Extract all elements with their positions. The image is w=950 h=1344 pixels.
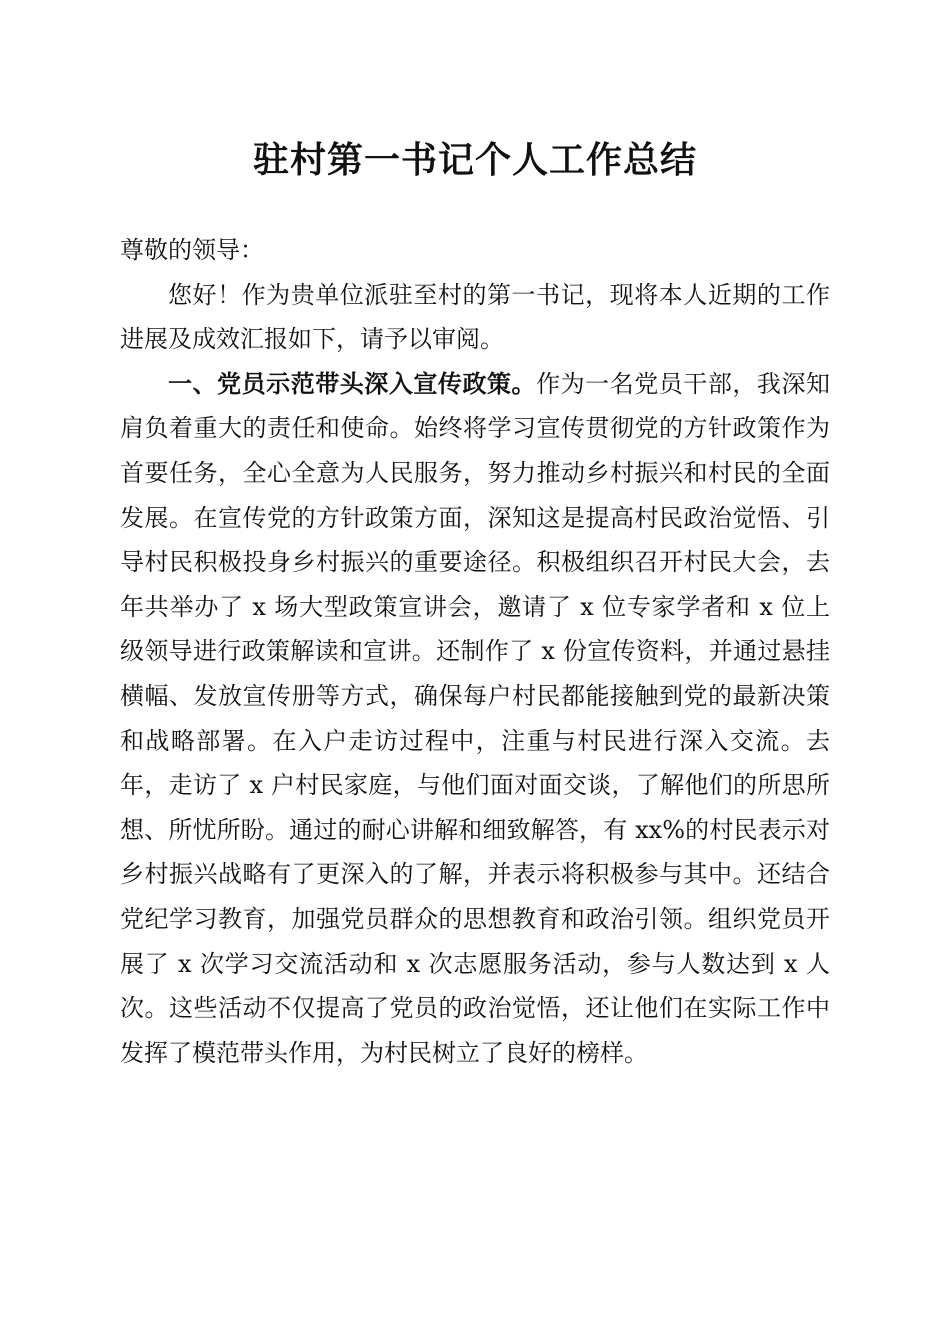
intro-paragraph: 您好！作为贵单位派驻至村的第一书记，现将本人近期的工作进展及成效汇报如下，请予以审阅。: [120, 280, 830, 354]
section-1-paragraph: [120, 362, 830, 1076]
salutation: 尊敬的领导：: [120, 236, 264, 264]
section-1-heading: 一、党员示范带头深入宣传政策。: [168, 368, 537, 398]
document-title: 驻村第一书记个人工作总结: [252, 139, 697, 181]
document-body: [120, 228, 830, 1075]
section-1-body: 作为一名党员干部，我深知肩负着重大的责任和使命。始终将学习宣传贯彻党的方针政策作为首要任务，全心全意为人民服务，努力推动乡村振兴和村民的全面发展。在宣传党的方针政策方面，深知这是提高村民政治觉悟、引导村民积极投身乡村振兴的重要途径。积极组织召开村民大会，去年共举办了 x 场大型政策宣讲会，邀请了 x 位专家学者和 x 位上级领导进行政策解读和宣讲。还制作了 x 份宣传资料，并通过悬挂横幅、发放宣传册等方式，确保每户村民都能接触到党的最新决策和战略部署。在入户走访过程中，注重与村民进行深入交流。去年，走访了 x 户村民家庭，与他们面对面交谈，了解他们的所思所想、所忧所盼。通过的耐心讲解和细致解答，有 xx%的村民表示对乡村振兴战略有了更深入的了解，并表示将积极参与其中。还结合党纪学习教育，加强党员群众的思想教育和政治引领。组织党员开展了 x 次学习交流活动和 x 次志愿服务活动，参与人数达到 x 人次。这些活动不仅提高了党员的政治觉悟，还让他们在实际工作中发挥了模范带头作用，为村民树立了良好的榜样。: [120, 369, 831, 1067]
